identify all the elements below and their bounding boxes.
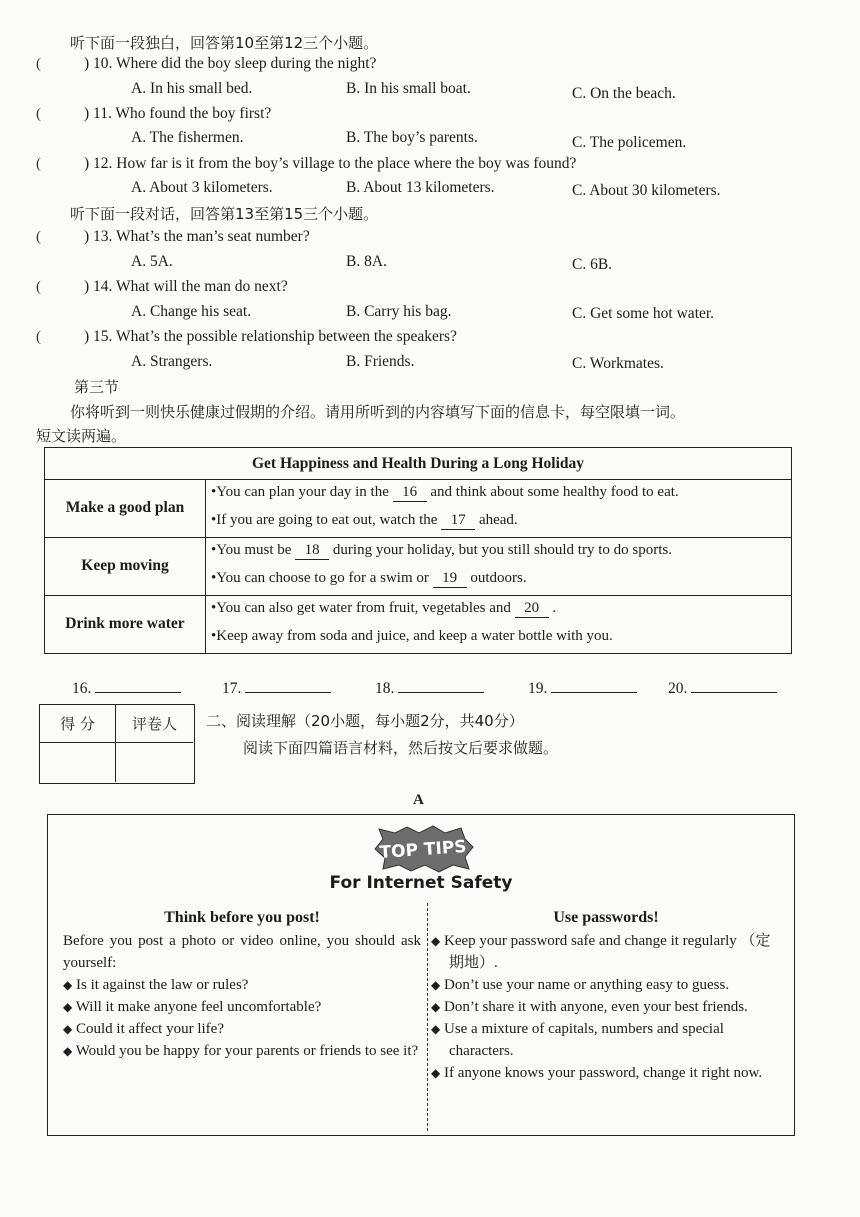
option-c: C. 6B. xyxy=(572,256,613,273)
list-item: ◆ Will it make anyone feel uncomfortable? xyxy=(63,999,322,1015)
diamond-bullet-icon: ◆ xyxy=(63,1044,73,1058)
score-cell[interactable] xyxy=(40,743,116,782)
option-c: C. On the beach. xyxy=(572,85,676,102)
diamond-bullet-icon: ◆ xyxy=(431,934,441,948)
passage-label: A xyxy=(413,792,424,808)
info-line: •You can choose to go for a swim or 19 outdoors. xyxy=(211,570,527,586)
info-line: •You must be 18 during your holiday, but you still should try to do sports. xyxy=(211,542,672,558)
option-b: B. In his small boat. xyxy=(346,80,471,97)
question-stem: ) 15. What’s the possible relationship between the speakers? xyxy=(84,328,457,345)
row-heading: Make a good plan xyxy=(45,479,206,537)
option-b: B. The boy’s parents. xyxy=(346,129,478,146)
info-card-table xyxy=(44,447,792,654)
fill-blank-16[interactable]: 16 xyxy=(393,484,427,502)
part-instruction: 阅读下面四篇语言材料，然后按文后要求做题。 xyxy=(243,739,559,757)
left-column xyxy=(63,907,421,1062)
fill-blank-17[interactable]: 17 xyxy=(441,512,475,530)
info-line: •Keep away from soda and juice, and keep a water bottle with you. xyxy=(211,628,613,644)
option-a: A. Strangers. xyxy=(131,353,213,370)
right-heading: Use passwords! xyxy=(553,909,659,926)
grader-label: 评卷人 xyxy=(116,705,193,743)
answer-paren[interactable]: ( xyxy=(36,56,41,72)
question-stem: ) 10. Where did the boy sleep during the night? xyxy=(84,55,377,72)
option-b: B. About 13 kilometers. xyxy=(346,179,495,196)
diamond-bullet-icon: ◆ xyxy=(431,978,441,992)
answer-blank-16[interactable]: 16. xyxy=(72,678,181,698)
list-item: ◆ Would you be happy for your parents or friends to see it? xyxy=(63,1043,419,1059)
listen-intro-monologue: 听下面一段独白，回答第10至第12三个小题。 xyxy=(70,34,379,52)
option-b: B. 8A. xyxy=(346,253,387,270)
answer-paren[interactable]: ( xyxy=(36,279,41,295)
answer-blank-17[interactable]: 17. xyxy=(222,678,331,698)
answer-paren[interactable]: ( xyxy=(36,229,41,245)
score-label: 得 分 xyxy=(40,705,116,743)
question-stem: ) 11. Who found the boy first? xyxy=(84,105,272,122)
question-stem: ) 12. How far is it from the boy’s village to the place where the boy was found? xyxy=(84,155,577,172)
list-item: ◆ Is it against the law or rules? xyxy=(63,977,249,993)
diamond-bullet-icon: ◆ xyxy=(63,1000,73,1014)
option-a: A. 5A. xyxy=(131,253,173,270)
diamond-bullet-icon: ◆ xyxy=(63,978,73,992)
info-line: •You can also get water from fruit, vegetables and 20 . xyxy=(211,600,557,616)
row-heading: Keep moving xyxy=(45,537,206,595)
passage-subtitle: For Internet Safety xyxy=(329,873,513,893)
diamond-bullet-icon: ◆ xyxy=(431,1066,441,1080)
info-row-plan xyxy=(45,479,791,538)
option-a: A. About 3 kilometers. xyxy=(131,179,273,196)
column-divider xyxy=(427,903,428,1131)
question-stem: ) 13. What’s the man’s seat number? xyxy=(84,228,310,245)
diamond-bullet-icon: ◆ xyxy=(431,1000,441,1014)
top-tips-badge-shape xyxy=(371,825,475,873)
option-b: B. Carry his bag. xyxy=(346,303,452,320)
part-title: 二、阅读理解（20小题，每小题2分，共40分） xyxy=(206,712,524,730)
option-c: C. The policemen. xyxy=(572,134,687,151)
badge-text: TOP TIPS xyxy=(378,836,468,864)
option-a: A. Change his seat. xyxy=(131,303,252,320)
right-column xyxy=(431,907,781,1084)
passage-a-box xyxy=(47,814,795,1136)
list-item: ◆ Could it affect your life? xyxy=(63,1021,224,1037)
answer-blank-18[interactable]: 18. xyxy=(375,678,484,698)
info-row-water xyxy=(45,595,791,653)
list-item: ◆ Don’t use your name or anything easy to guess. xyxy=(431,977,730,993)
info-line: •If you are going to eat out, watch the 17 ahead. xyxy=(211,512,518,528)
listen-intro-dialogue: 听下面一段对话，回答第13至第15三个小题。 xyxy=(70,205,379,223)
option-b: B. Friends. xyxy=(346,353,415,370)
section-instruction-cont: 短文读两遍。 xyxy=(36,427,127,445)
option-a: A. In his small bed. xyxy=(131,80,253,97)
score-box xyxy=(39,704,195,784)
section-instruction: 你将听到一则快乐健康过假期的介绍。请用所听到的内容填写下面的信息卡，每空限填一词。 xyxy=(70,403,686,421)
info-card-title: Get Happiness and Health During a Long Holiday xyxy=(45,448,791,480)
answer-paren[interactable]: ( xyxy=(36,156,41,172)
fill-blank-20[interactable]: 20 xyxy=(515,600,549,618)
top-tips-badge xyxy=(371,825,475,878)
diamond-bullet-icon: ◆ xyxy=(431,1022,441,1036)
info-line: •You can plan your day in the 16 and think about some healthy food to eat. xyxy=(211,484,679,500)
info-row-moving xyxy=(45,537,791,596)
fill-blank-19[interactable]: 19 xyxy=(433,570,467,588)
answer-paren[interactable]: ( xyxy=(36,329,41,345)
section-title: 第三节 xyxy=(74,378,120,396)
row-heading: Drink more water xyxy=(45,595,206,653)
left-heading: Think before you post! xyxy=(164,909,320,926)
list-item: ◆ If anyone knows your password, change it right now. xyxy=(431,1065,763,1081)
option-a: A. The fishermen. xyxy=(131,129,244,146)
answer-paren[interactable]: ( xyxy=(36,106,41,122)
list-item: ◆ Keep your password safe and change it regularly （定期地）. xyxy=(431,933,771,971)
list-item: ◆ Use a mixture of capitals, numbers and special characters. xyxy=(431,1021,724,1059)
list-item: ◆ Don’t share it with anyone, even your best friends. xyxy=(431,999,748,1015)
option-c: C. Workmates. xyxy=(572,355,664,372)
fill-blank-18[interactable]: 18 xyxy=(295,542,329,560)
diamond-bullet-icon: ◆ xyxy=(63,1022,73,1036)
option-c: C. About 30 kilometers. xyxy=(572,182,721,199)
left-intro: Before you post a photo or video online, you should ask yourself: xyxy=(63,933,421,971)
answer-blank-20[interactable]: 20. xyxy=(668,678,777,698)
option-c: C. Get some hot water. xyxy=(572,305,715,322)
answer-blank-19[interactable]: 19. xyxy=(528,678,637,698)
question-stem: ) 14. What will the man do next? xyxy=(84,278,288,295)
